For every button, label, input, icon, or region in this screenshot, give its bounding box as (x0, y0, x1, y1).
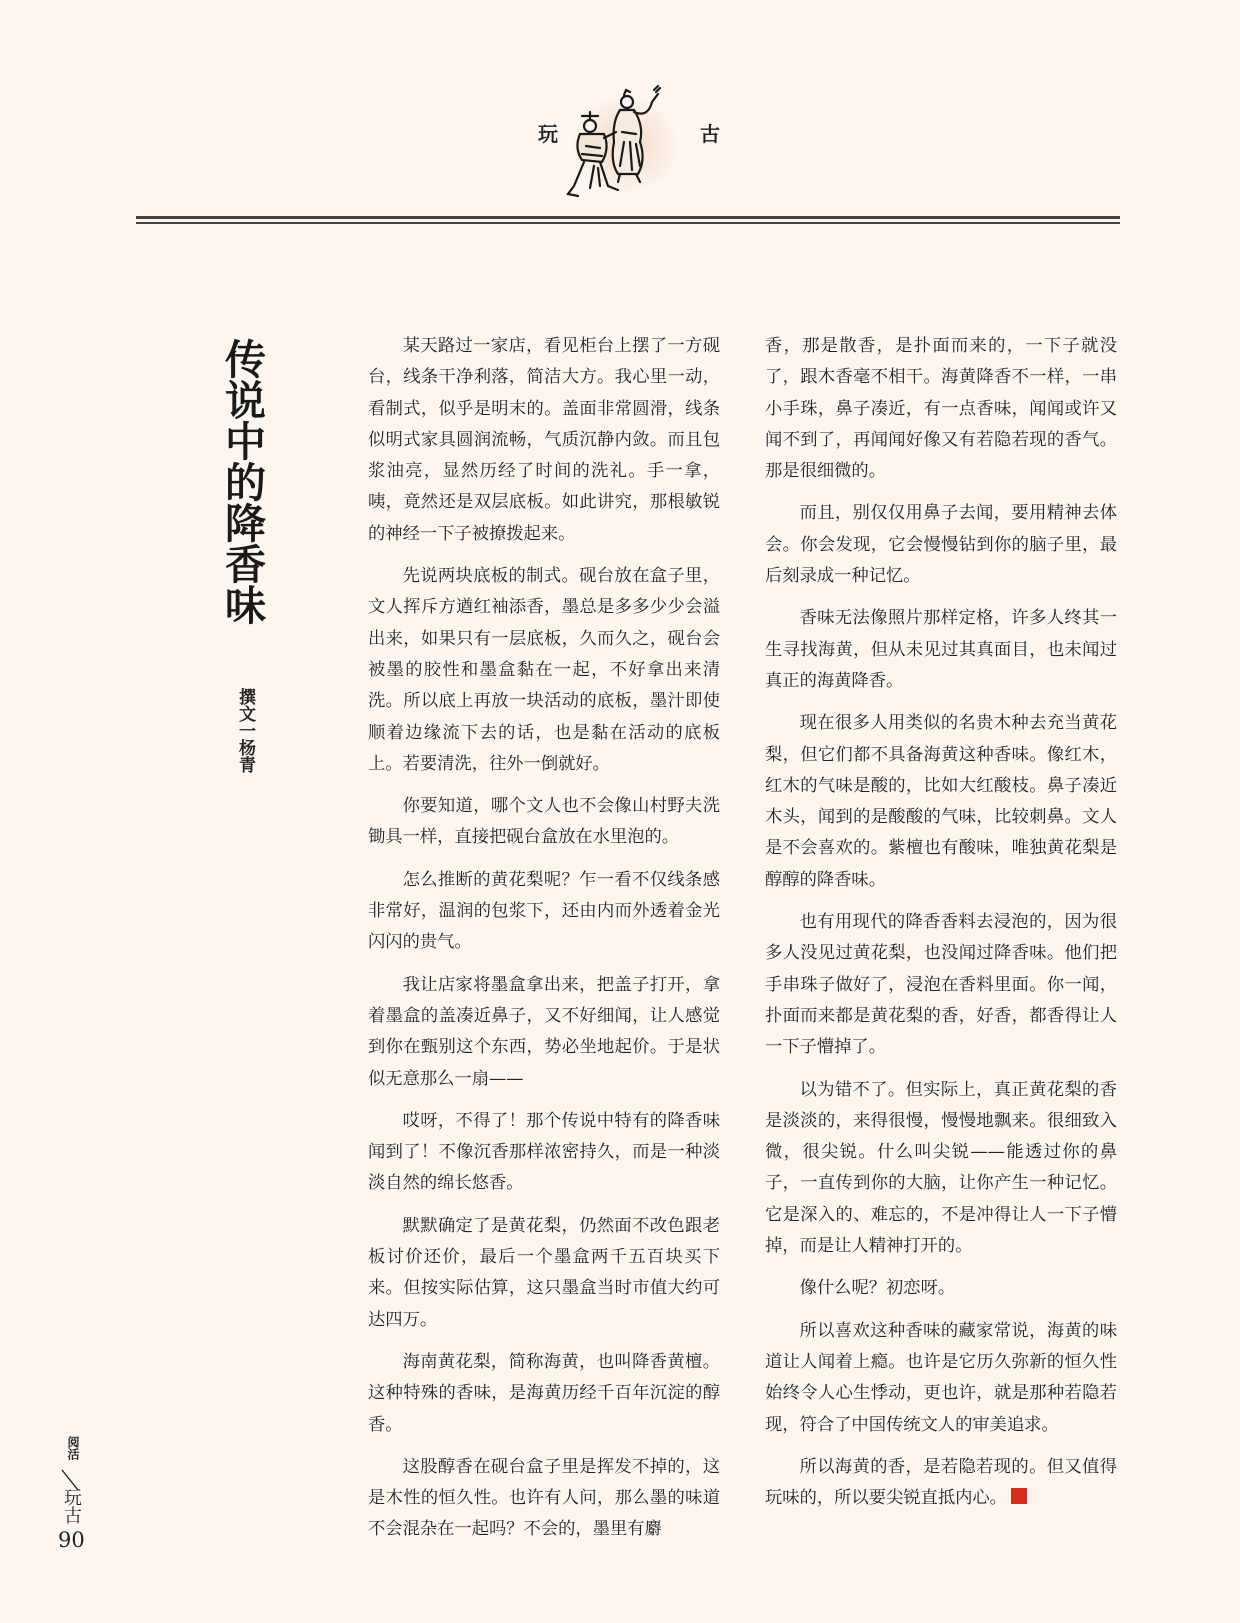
footer-section-large: 玩古 (61, 1488, 82, 1524)
paragraph: 先说两块底板的制式。砚台放在盒子里，文人挥斥方遒红袖添香，墨总是多多少少会溢出来，如果只有一层底板，久而久之，砚台会被墨的胶性和墨盒黏在一起，不好拿出来清洗。所以底上再放一块活动的底板，墨汁即使顺着边缘流下去的话，也是黏在活动的底板上。若要清洗，往外一倒就好。 (368, 566, 720, 774)
paragraph: 以为错不了。但实际上，真正黄花梨的香是淡淡的，来得很慢，慢慢地飘来。很细致入微，很尖锐。什么叫尖锐——能透过你的鼻子，一直传到你的大脑，让你产生一种记忆。它是深入的、难忘的，不是冲得让人一下子懵掉，而是让人精神打开的。 (765, 1079, 1117, 1257)
paragraph: 这股醇香在砚台盒子里是挥发不掉的，这是木性的恒久性。也许有人问，那么墨的味道不会混杂在一起吗？不会的，墨里有麝 (368, 1456, 720, 1540)
paragraph-last-text: 所以海黄的香，是若隐若现的。但又值得玩味的，所以要尖锐直抵内心。 (765, 1456, 1117, 1509)
page-number: 90 (58, 1528, 85, 1552)
article-title: 传说中的降香味 (218, 338, 266, 625)
paragraph: 香味无法像照片那样定格，许多人终其一生寻找海黄，但从未见过其真面目，也未闻过真正的海黄降香。 (765, 608, 1117, 691)
paragraph: 现在很多人用类似的名贵木种去充当黄花梨，但它们都不具备海黄这种香味。像红木，红木的气味是酸的，比如大红酸枝。鼻子凑近木头，闻到的是酸酸的气味，比较刺鼻。文人是不会喜欢的。紫檀也有酸味，唯独黄花梨是醇醇的降香味。 (765, 713, 1117, 890)
header-section-left: 玩 (538, 122, 558, 146)
body-column-left (368, 331, 720, 1557)
paragraph-last (765, 1452, 1117, 1515)
paragraph: 默默确定了是黄花梨，仍然面不改色跟老板讨价还价，最后一个墨盒两千五百块买下来。但按实际估算，这只墨盒当时市值大约可达四万。 (368, 1215, 720, 1330)
paragraph: 你要知道，哪个文人也不会像山村野夫洗锄具一样，直接把砚台盒放在水里泡的。 (368, 796, 720, 848)
body-column-right (765, 331, 1117, 1525)
header-rule-thin (136, 222, 1120, 224)
paragraph: 也有用现代的降香香料去浸泡的，因为很多人没见过黄花梨，也没闻过降香味。他们把手串珠子做好了，浸泡在香料里面。你一闻，扑面而来都是黄花梨的香，好香，都香得让人一下子懵掉了。 (765, 912, 1117, 1058)
paragraph: 某天路过一家店，看见柜台上摆了一方砚台，线条干净利落，简洁大方。我心里一动，看制式，似乎是明末的。盖面非常圆滑，线条似明式家具圆润流畅，气质沉静内敛。而且包浆油亮，显然历经了时间的洗礼。手一拿，咦，竟然还是双层底板。如此讲究，那根敏锐的神经一下子被撩拨起来。 (368, 336, 720, 544)
paragraph: 而且，别仅仅用鼻子去闻，要用精神去体会。你会发现，它会慢慢钻到你的脑子里，最后刻录成一种记忆。 (765, 503, 1117, 587)
woodcut-figures-icon (560, 82, 680, 210)
header-section-right: 古 (700, 122, 720, 146)
end-mark-icon (1011, 1488, 1027, 1504)
article-byline: 撰文一杨青 (235, 688, 255, 773)
paragraph: 我让店家将墨盒拿出来，把盖子打开，拿着墨盒的盖凑近鼻子，又不好细闻，让人感觉到你在甄别这个东西，势必坐地起价。于是状似无意那么一扇—— (368, 974, 720, 1089)
paragraph: 怎么推断的黄花梨呢？乍一看不仅线条感非常好，温润的包浆下，还由内而外透着金光闪闪的贵气。 (368, 869, 720, 953)
paragraph-continued: 香，那是散香，是扑面而来的，一下子就没了，跟木香毫不相干。海黄降香不一样，一串小手珠，鼻子凑近，有一点香味，闻闻或许又闻不到了，再闻闻好像又有若隐若现的香气。那是很细微的。 (765, 336, 1117, 482)
paragraph: 哎呀，不得了！那个传说中特有的降香味闻到了！不像沉香那样浓密持久，而是一种淡淡自然的绵长悠香。 (368, 1110, 720, 1194)
paragraph: 像什么呢？初恋呀。 (799, 1278, 956, 1299)
paragraph: 所以喜欢这种香味的藏家常说，海黄的味道让人闻着上瘾。也许是它历久弥新的恒久性始终令人心生悸动，更也许，就是那种若隐若现，符合了中国传统文人的审美追求。 (765, 1320, 1117, 1435)
header-rule-thick (136, 216, 1120, 219)
footer-section-small: 阅活 (66, 1436, 80, 1460)
paragraph: 海南黄花梨，简称海黄，也叫降香黄檀。这种特殊的香味，是海黄历经千百年沉淀的醇香。 (368, 1351, 720, 1435)
